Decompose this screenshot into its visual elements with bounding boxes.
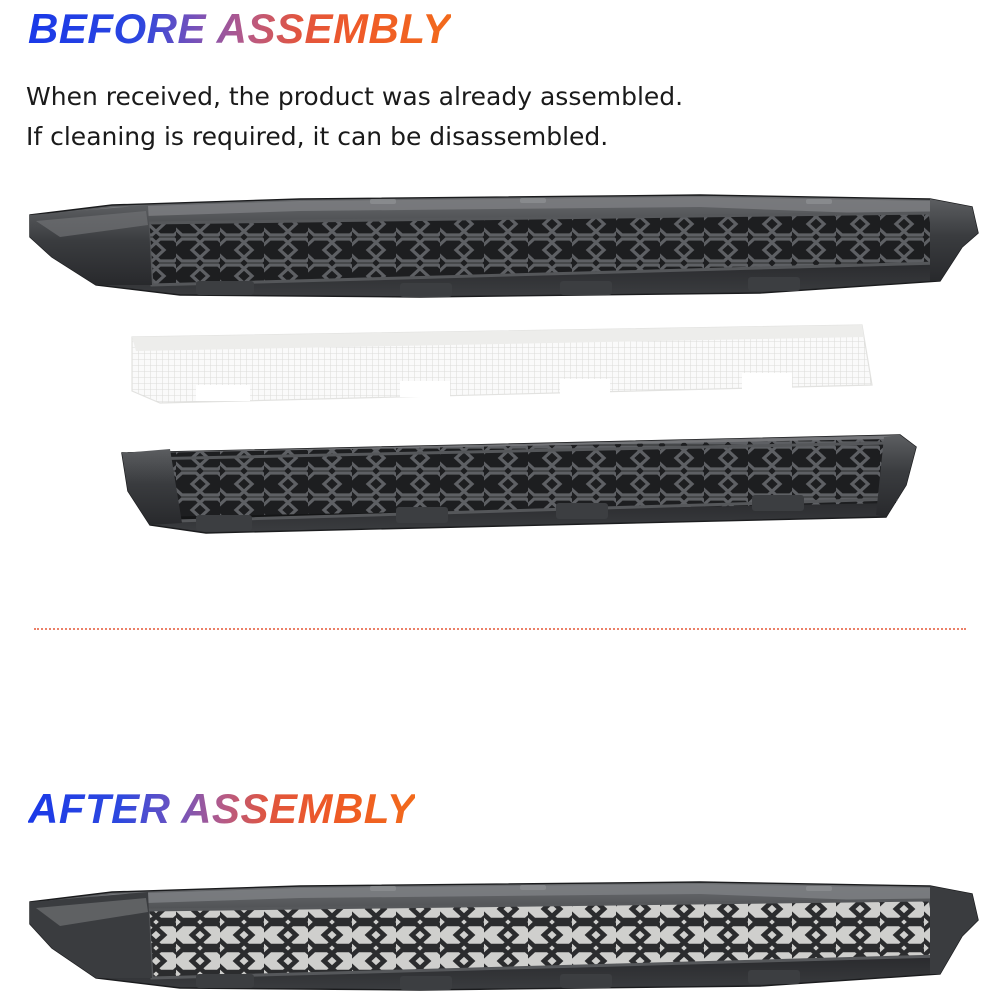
assembled-grille-body bbox=[30, 882, 978, 990]
inner-grille-panel-part bbox=[122, 433, 920, 533]
before-assembly-heading bbox=[28, 5, 451, 52]
assembled-grille-photo bbox=[0, 870, 1000, 992]
before-assembly-heading-text: BEFORE ASSEMBLY bbox=[28, 5, 451, 52]
after-assembly-heading bbox=[28, 785, 416, 832]
before-assembly-note-line-2: If cleaning is required, it can be disassembled. bbox=[26, 122, 609, 151]
outer-grille-frame-part bbox=[30, 195, 978, 297]
section-divider bbox=[34, 628, 966, 630]
after-assembly-heading-text: AFTER ASSEMBLY bbox=[28, 785, 416, 832]
mesh-insert-screen-part bbox=[132, 325, 872, 403]
exploded-parts-photo bbox=[0, 185, 1000, 575]
before-assembly-note-line-1: When received, the product was already assembled. bbox=[26, 82, 684, 111]
